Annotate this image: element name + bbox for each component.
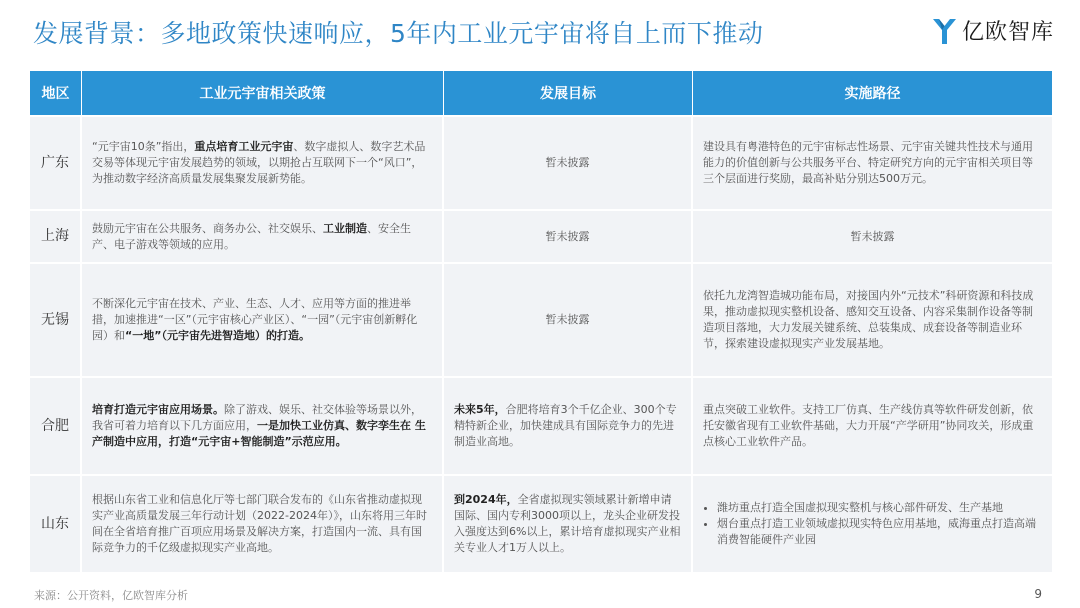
brand-logo (931, 15, 1054, 46)
policy-text: 、数字虚拟人、数字艺术品交易等体现元宇宙发展趋势的领域，以期抢占互联网下一个“风口”，为推动数字经济高质量发展集聚发展新势能。 (92, 140, 426, 185)
path-cell (693, 476, 1052, 572)
goal-text: 合肥将培育3个千亿企业、300个专精特新企业，加快建成具有国际竞争力的先进制造业高地。 (454, 403, 677, 448)
path-cell: 暂未披露 (693, 211, 1052, 262)
table-row (30, 211, 1052, 262)
policy-highlight: 一是加快工业仿真、数字孪生在 生产制造中应用，打造“元宇宙+智能制造”示范应用。 (92, 419, 426, 448)
policy-cell (82, 264, 444, 376)
policy-cell (82, 211, 444, 262)
policy-text: 不断深化元宇宙在技术、产业、生态、人才、应用等方面的推进举措，加速推进“一区”（元宇宙核心产业区）、“一园”（元宇宙创新孵化园）和 (92, 297, 418, 342)
table-header-row (30, 71, 1052, 115)
policy-cell (82, 378, 444, 474)
path-cell: 重点突破工业软件。支持工厂仿真、生产线仿真等软件研发创新，依托安徽省现有工业软件基础，大力开展“产学研用”协同攻关，形成重点核心工业软件产品。 (693, 378, 1052, 474)
region-cell: 山东 (30, 476, 82, 572)
goal-cell (444, 378, 693, 474)
path-list (703, 500, 1042, 548)
policy-highlight: 重点培育工业元宇宙 (194, 140, 294, 154)
policy-cell (82, 476, 444, 572)
policy-highlight: 工业制造 (323, 221, 367, 235)
policy-cell (82, 117, 444, 209)
policy-highlight: “一地”（元宇宙先进智造地）的打造。 (125, 328, 310, 342)
region-cell: 合肥 (30, 378, 82, 474)
path-cell: 依托九龙湾智造城功能布局，对接国内外“元技术”科研资源和科技成果，推动虚拟现实整机设备、感知交互设备、内容采集制作设备等制造项目落地，大力发展关键系统、总装集成、成套设备等制造业环节，探索建设虚拟现实产业发展基地。 (693, 264, 1052, 376)
policy-table (30, 69, 1052, 574)
header-policy: 工业元宇宙相关政策 (82, 71, 444, 115)
source-note: 来源：公开资料，亿欧智库分析 (34, 589, 188, 602)
region-cell: 无锡 (30, 264, 82, 376)
header-path: 实施路径 (693, 71, 1052, 115)
goal-highlight: 到2024年， (454, 493, 518, 507)
goal-cell: 暂未披露 (444, 117, 693, 209)
goal-text: 全省虚拟现实领域累计新增申请国际、国内专利3000项以上，龙头企业研发投入强度达到6%以上，累计培育虚拟现实产业相关专业人才1万人以上。 (454, 493, 681, 554)
goal-cell (444, 476, 693, 572)
policy-text: “元宇宙10条”指出， (92, 140, 195, 154)
logo-text: 亿欧智库 (961, 20, 1054, 45)
policy-highlight: 培育打造元宇宙应用场景。 (92, 403, 224, 417)
policy-text: 鼓励元宇宙在公共服务、商务办公、社交娱乐、 (92, 221, 323, 235)
iyiou-logo-icon (931, 16, 957, 46)
policy-text: 除了游戏、娱乐、社交体验等场景以外， 我省可着力培育以下几方面应用， (92, 403, 422, 433)
list-item: • 烟台重点打造工业领域虚拟现实特色应用基地，威海重点打造高端消费智能硬件产业园 (717, 516, 1042, 548)
table-row (30, 264, 1052, 376)
policy-text: 根据山东省工业和信息化厅等七部门联合发布的《山东省推动虚拟现实产业高质量发展三年行动计划（2022-2024年）》，山东将用三年时间在全省培育推广百项应用场景及解决方案，打造国内一流、具有国际竞争力的千亿级虚拟现实产业高地。 (92, 493, 427, 554)
goal-highlight: 未来5年， (454, 403, 506, 417)
table-row (30, 476, 1052, 572)
page-number: 9 (1034, 587, 1042, 601)
goal-cell: 暂未披露 (444, 264, 693, 376)
header-goal: 发展目标 (444, 71, 693, 115)
table-row (30, 117, 1052, 209)
goal-cell: 暂未披露 (444, 211, 693, 262)
page-title: 发展背景：多地政策快速响应，5年内工业元宇宙将自上而下推动 (33, 19, 764, 48)
region-cell: 广东 (30, 117, 82, 209)
region-cell: 上海 (30, 211, 82, 262)
header-region: 地区 (30, 71, 82, 115)
policy-text: 、安全生产、电子游戏等领域的应用。 (92, 221, 411, 251)
list-item: • 潍坊重点打造全国虚拟现实整机与核心部件研发、生产基地 (717, 500, 1042, 516)
table-row (30, 378, 1052, 474)
path-cell: 建设具有粤港特色的元宇宙标志性场景、元宇宙关键共性技术与通用能力的价值创新与公共服务平台、特定研究方向的元宇宙相关项目等三个层面进行奖励，最高补贴分别达500万元。 (693, 117, 1052, 209)
